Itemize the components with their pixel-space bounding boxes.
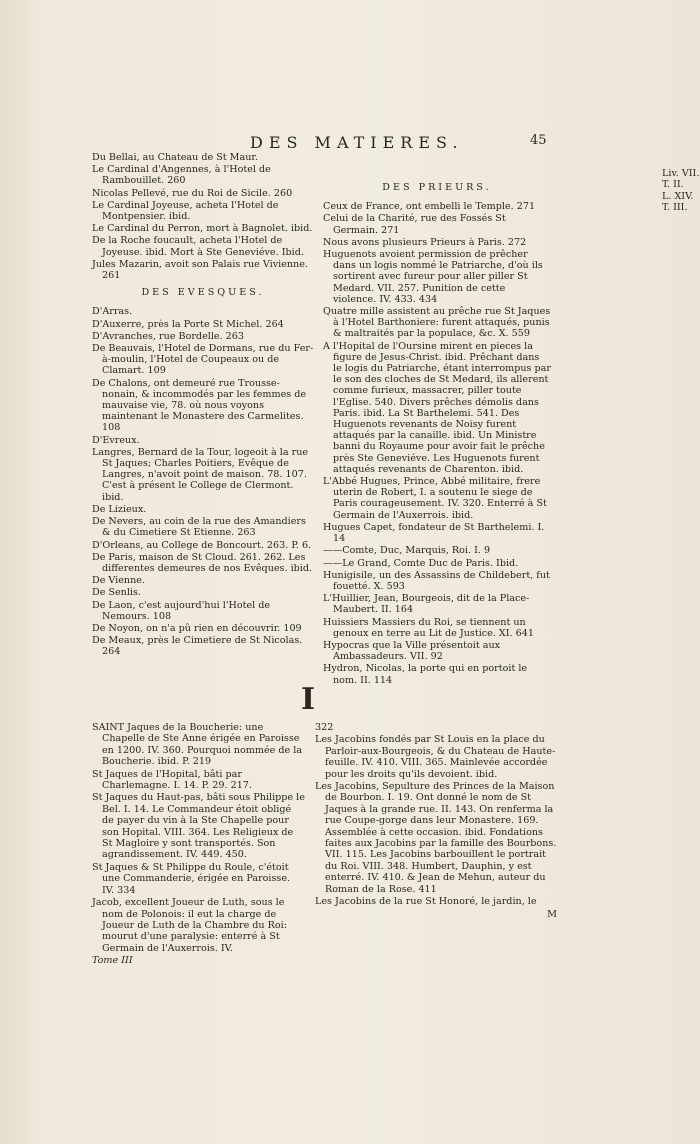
index-entry: Langres, Bernard de la Tour, logeoit à la rue St Jaques; Charles Poitiers, Evêque de Langres, n'avoit point de maison. 78. 107. C'est à présent le College de Clermont. ibid. [92,446,309,503]
index-entry: Ceux de France, ont embelli le Temple. 271 [323,201,536,213]
page-header-title: DES MATIERES. [250,133,464,152]
index-entry: D'Auxerre, près la Porte St Michel. 264 [92,318,284,330]
index-entry: Hydron, Nicolas, la porte qui en portoit le nom. II. 114 [323,663,528,686]
index-entry: St Jaques & St Philippe du Roule, c'étoit une Commanderie, érigée en Paroisse. IV. 334 [92,861,291,896]
margin-ref: T. II. [662,179,684,191]
index-entry: Jacob, excellent Joueur de Luth, sous le nom de Polonois: il eut la charge de Joueur de Luth de la Chambre du Roi: mourut d'une paralysie: enterré à St Germain de l'Auxerrois. IV. [92,897,287,954]
index-entry: Les Jacobins fondés par St Louis en la place du Parloir-aux-Bourgeois, & du Chateau de Haute-feuille. IV. 410. VIII. 365. Mainlevée accordée pour les droits qu'ils devoient. ibid. [315,734,556,780]
index-entry: Celui de la Charité, rue des Fossés St Germain. 271 [323,213,506,236]
index-entry: De Paris, maison de St Cloud. 261. 262. Les differentes demeures de nos Evêques. ibid. [92,551,313,574]
bottom-left-column [92,722,305,967]
index-entry: Les Jacobins, Sepulture des Princes de la Maison de Bourbon. I. 19. Ont donné le nom de St Jaques à la grande rue. II. 143. On renferma la rue Coupe-gorge dans leur Monastere. 169. Assemblée à cette occasion. ibid. Fondations faites aux Jacobins par la famille des Bourbons. VII. 115. Les Jacobins barbouillent le portrait du Roi. VIII. 348. Humbert, Dauphin, y est enterré. IV. 410. & Jean de Mehun, auteur du Roman de la Rose. 411 [315,781,557,895]
index-entry: Nicolas Pellevé, rue du Roi de Sicile. 260 [92,187,293,199]
index-entry: De Vienne. [92,575,146,587]
index-entry: L'Huillier, Jean, Bourgeois, dit de la Place-Maubert. II. 164 [323,593,530,616]
index-entry: Hugues Capet, fondateur de St Barthelemi. I. 14 [323,521,545,545]
index-entry: A l'Hopital de l'Oursine mirent en pieces la figure de Jesus-Christ. ibid. Prêchant dans le logis du Patriarche, étant interrompus par le son des cloches de St Medard, ils allerent comme furieux, massacrer, piller toute l'Eglise. 540. Divers prêches démolis dans Paris. ibid. La St Barthelemi. 541. Des Huguenots revenants de Noisy furent attaqués par la canaille. ibid. Un Ministre banni du Royaume pour avoir fait le prêche près Ste Geneviéve. Les Huguenots furent attaqués revenants de Charenton. ibid. [323,340,551,475]
index-entry: D'Arras. [92,306,133,318]
right-column [323,176,551,687]
page-number: 45 [530,133,547,148]
index-entry: Huguenots avoient permission de prêcher dans un logis nommé le Patriarche, d'où ils sortirent avec fureur pour aller piller St Medard. VII. 257. Punition de cette violence. IV. 433. 434 [323,249,543,305]
index-entry: Jules Mazarin, avoit son Palais rue Vivienne. 261 [92,258,308,282]
margin-references [662,168,699,214]
index-entry: De Nevers, au coin de la rue des Amandiers & du Cimetiere St Etienne. 263 [92,516,306,539]
index-entry: De Beauvais, l'Hotel de Dormans, rue du Fer-à-moulin, l'Hotel de Coupeaux ou de Clamart. 109 [92,343,314,377]
index-entry: Les Jacobins de la rue St Honoré, le jardin, le [315,896,537,908]
index-entry: Le Cardinal Joyeuse, acheta l'Hotel de Montpensier. ibid. [92,199,279,223]
index-entry: D'Orleans, au College de Boncourt. 263. P. 6. [92,539,312,551]
index-entry: De Chalons, ont demeuré rue Trousse-nonain, & incommodés par les femmes de mauvaise vie, 78. où nous voyons maintenant le Monastere des Carmelites. 108 [92,377,307,434]
index-entry: D'Evreux. [92,434,140,446]
index-entry: Quatre mille assistent au prêche rue St Jaques à l'Hotel Barthoniere: furent attaqués, punis & maltraités par la populace, &c. X. 559 [323,306,551,340]
section-heading-eveques: DES EVESQUES. [141,287,265,299]
bottom-right-column [315,722,557,920]
index-entry: Huissiers Massiers du Roi, se tiennent un genoux en terre au Lit de Justice. XI. 641 [323,616,534,639]
left-column [92,152,314,659]
index-entry: Le Cardinal du Perron, mort à Bagnolet. ibid. [92,223,313,235]
index-entry: Hunigisile, un des Assassins de Childebert, fut fouetté. X. 593 [323,569,550,592]
index-entry: De Noyon, on n'a pû rien en découvrir. 109 [92,622,302,634]
index-entry: De Laon, c'est aujourd'hui l'Hotel de Nemours. 108 [92,599,271,622]
index-entry: D'Avranches, rue Bordelle. 263 [92,330,244,342]
index-entry: St Jaques du Haut-pas, bâti sous Philippe le Bel. I. 14. Le Commandeur étoit obligé de payer du vin à la Ste Chapelle pour son Hopital. VIII. 364. Les Religieux de St Magloire y sont transportés. Son agrandissement. IV. 449. 450. [92,792,305,861]
index-entry: Hypocras que la Ville présentoit aux Ambassadeurs. VII. 92 [323,639,501,663]
index-entry: De Senlis. [92,587,141,599]
index-entry: Du Bellai, au Chateau de St Maur. [92,152,258,163]
index-entry: Le Cardinal d'Angennes, à l'Hotel de Rambouillet. 260 [92,164,271,187]
section-heading-prieurs: DES PRIEURS. [382,182,492,193]
index-entry: De Lizieux. [92,503,147,515]
section-letter: I [301,682,316,717]
signature-mark: M [547,908,557,920]
margin-ref: Liv. VII. [662,168,700,179]
index-entry: ——Le Grand, Comte Duc de Paris. Ibid. [323,557,519,569]
index-entry: SAINT Jaques de la Boucherie: une Chapelle de Ste Anne érigée en Paroisse en 1200. IV. 360. Pourquoi nommée de la Boucherie. ibid. P. 219 [92,722,303,768]
volume-label: Tome III [92,955,133,967]
index-entry: L'Abbé Hugues, Prince, Abbé militaire, frere uterin de Robert, I. a soutenu le siege de Paris courageusement. IV. 320. Enterré à St Germain de l'Auxerrois. ibid. [323,476,547,521]
index-entry: De Meaux, près le Cimetiere de St Nicolas. 264 [92,635,303,658]
margin-ref: T. III. [662,202,688,214]
index-entry: ——Comte, Duc, Marquis, Roi. I. 9 [323,545,491,557]
index-entry: De la Roche foucault, acheta l'Hotel de Joyeuse. ibid. Mort à Ste Geneviéve. Ibid. [92,235,304,258]
index-entry: 322 [315,722,334,733]
index-entry: St Jaques de l'Hopital, bâti par Charlemagne. I. 14. P. 29. 217. [92,768,252,792]
index-entry: Nous avons plusieurs Prieurs à Paris. 272 [323,236,527,248]
margin-ref: L. XIV. [662,190,694,202]
